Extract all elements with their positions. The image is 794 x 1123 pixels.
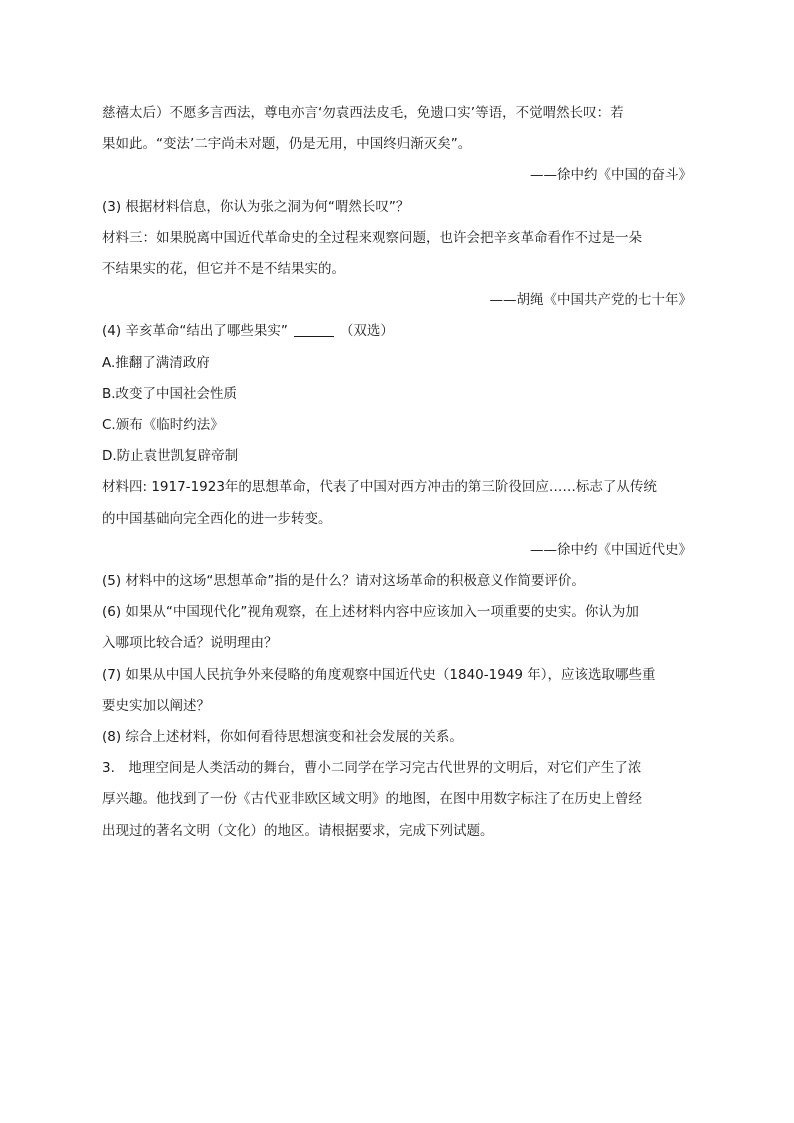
option-d: D.防止袁世凯复辟帝制: [102, 448, 239, 465]
option-c: C.颁布《临时约法》: [102, 417, 224, 434]
text-line: 出现过的著名文明（文化）的地区。请根据要求，完成下列试题。: [102, 822, 494, 839]
source-citation: ——胡绳《中国共产党的七十年》: [489, 292, 692, 309]
question-7: (7) 如果从中国人民抗争外来侵略的角度观察中国近代史（1840-1949 年），应该选取哪些重: [102, 666, 656, 683]
question-3: (3) 根据材料信息，你认为张之洞为何“喟然长叹”？: [102, 198, 410, 215]
text-line: 果如此。“变法’二宇尚未对题，仍是无用，中国终归渐灭矣”。: [102, 136, 472, 153]
text-line: 慈禧太后）不愿多言西法，尊电亦言‘勿袁西法皮毛，免遗口实’等语，不觉喟然长叹：若: [102, 105, 624, 121]
option-b: B.改变了中国社会性质: [102, 385, 238, 402]
material-3: 材料三：如果脱离中国近代革命史的全过程来观察问题，也许会把辛亥革命看作不过是一朵: [102, 229, 642, 246]
source-citation: ——徐中约《中国的奋斗》: [530, 167, 692, 184]
text-line: 不结果实的花，但它并不是不结果实的。: [102, 261, 345, 278]
problem-3: 3. 地理空间是人类活动的舞台，曹小二同学在学习完古代世界的文明后，对它们产生了浓: [102, 760, 642, 777]
material-4: 材料四: 1917-1923年的思想革命，代表了中国对西方冲击的第三阶役回应……标志了从传统: [102, 479, 657, 496]
source-citation: ——徐中约《中国近代史》: [530, 541, 692, 558]
question-8: (8) 综合上述材料，你如何看待思想演变和社会发展的关系。: [102, 729, 463, 746]
text-line: 的中国基础向完全西化的进一步转变。: [102, 510, 332, 527]
option-a: A.推翻了满清政府: [102, 354, 210, 371]
answer-blank: [294, 322, 334, 337]
question-6: (6) 如果从“中国现代化”视角观察，在上述材料内容中应该加入一项重要的史实。你认为加: [102, 604, 639, 621]
question-4-text: (4) 辛亥革命“结出了哪些果实”: [102, 323, 288, 340]
text-line: 厚兴趣。他找到了一份《古代亚非欧区域文明》的地图，在图中用数字标注了在历史上曾经: [102, 791, 642, 808]
text-line: 入哪项比较合适？说明理由？: [102, 635, 278, 652]
question-5: (5) 材料中的这场“思想革命”指的是什么？请对这场革命的积极意义作简要评价。: [102, 573, 585, 590]
question-4: [102, 316, 692, 347]
question-4-note: （双选）: [339, 323, 394, 340]
text-line: 要史实加以阐述？: [102, 697, 210, 714]
